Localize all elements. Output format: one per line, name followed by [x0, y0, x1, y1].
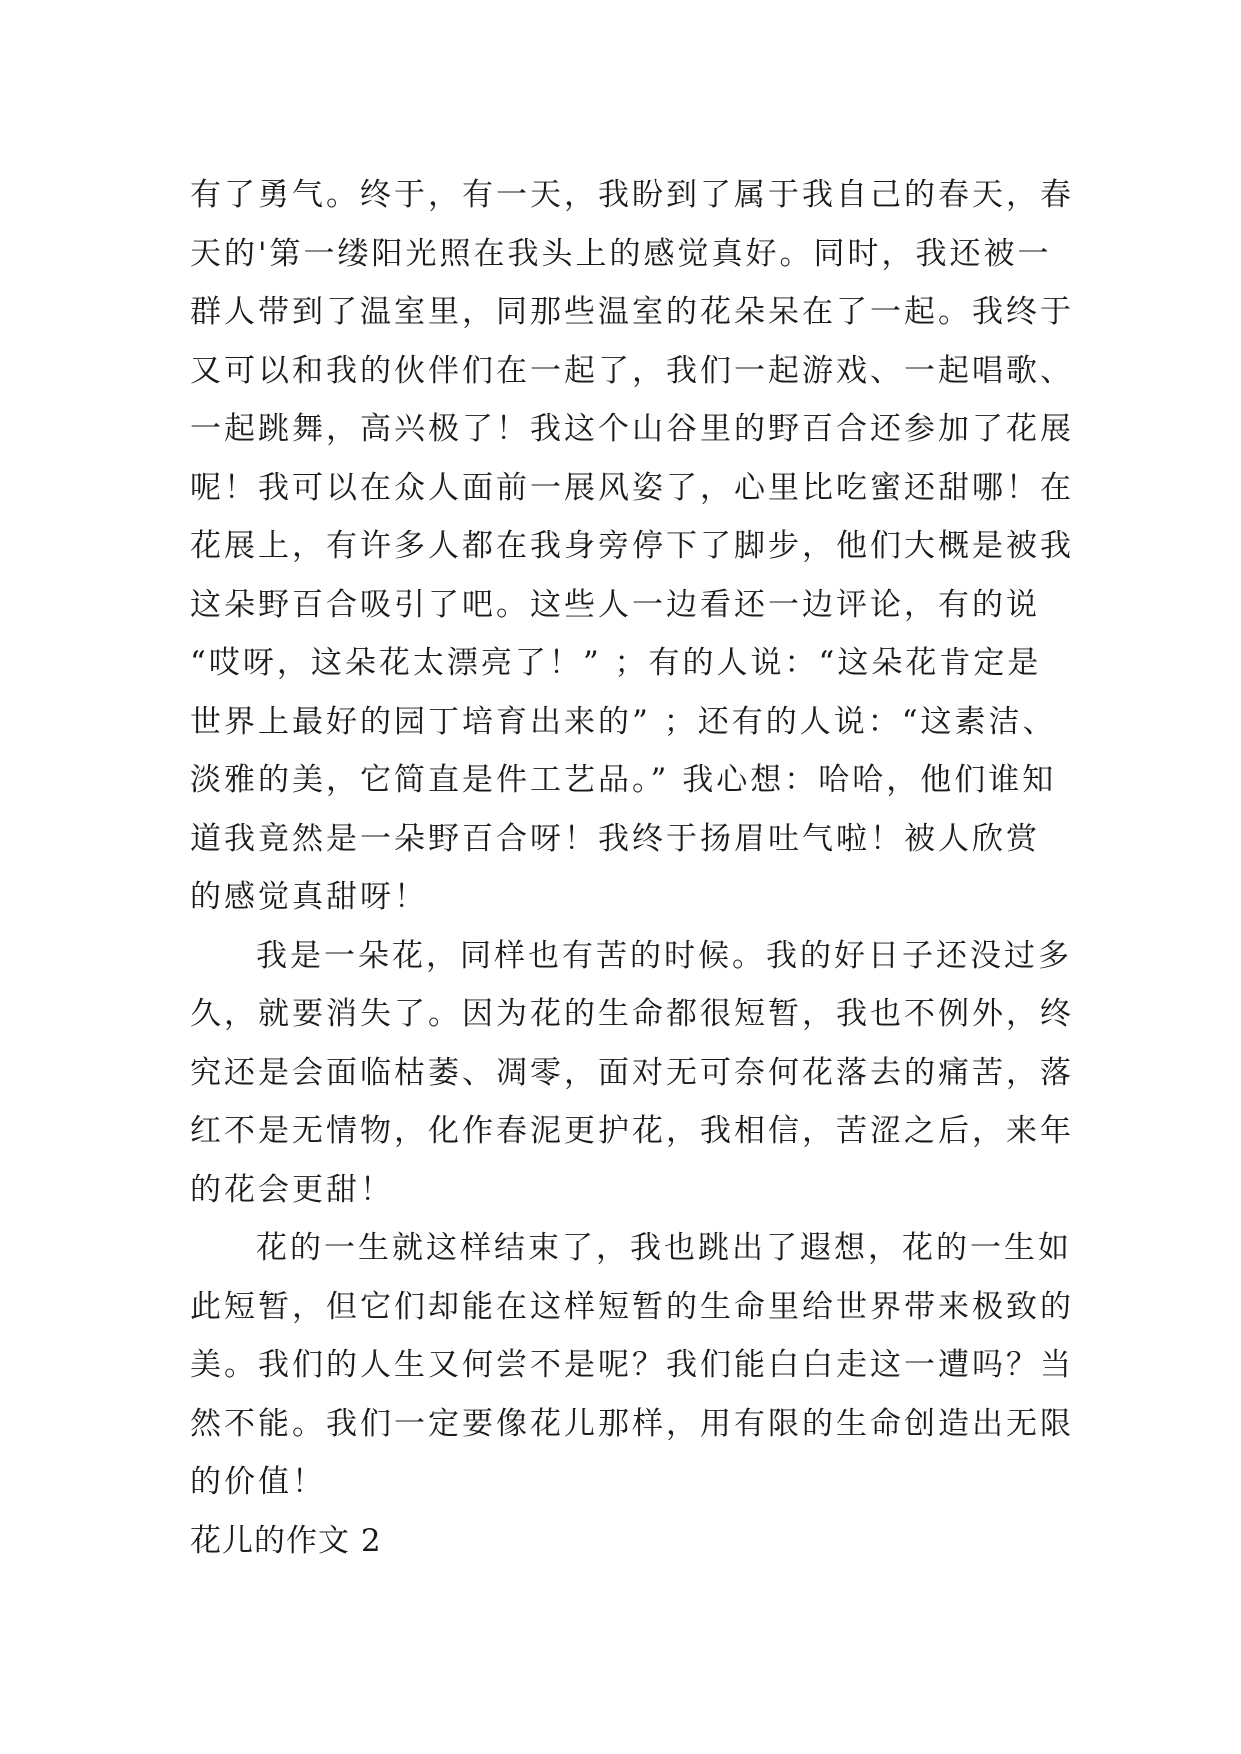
text-line: 久，就要消失了。因为花的生命都很短暂，我也不例外，终: [190, 996, 1074, 1032]
text-line: 美。我们的人生又何尝不是呢？我们能白白走这一遭吗？当: [190, 1347, 1074, 1383]
paragraph-1: [190, 166, 1074, 927]
text-line: 究还是会面临枯萎、凋零，面对无可奈何花落去的痛苦，落: [190, 1054, 1074, 1091]
paragraph-2: [190, 927, 1074, 1220]
text-line: 淡雅的美，它简直是件工艺品。” 我心想：哈哈，他们谁知: [190, 762, 1057, 798]
text-line: 有了勇气。终于，有一天，我盼到了属于我自己的春天，春: [190, 177, 1074, 213]
text-line: 的价值！: [190, 1464, 326, 1500]
text-line: 的感觉真甜呀！: [190, 879, 428, 915]
text-line: 花的一生就这样结束了，我也跳出了遐想，花的一生如: [256, 1230, 1072, 1266]
text-line: 天的'第一缕阳光照在我头上的感觉真好。同时，我还被一: [190, 235, 1052, 272]
text-line: 我是一朵花，同样也有苦的时候。我的好日子还没过多: [256, 937, 1072, 974]
text-line: 这朵野百合吸引了吧。这些人一边看还一边评论，有的说: [190, 586, 1040, 623]
text-line: 一起跳舞，高兴极了！我这个山谷里的野百合还参加了花展: [190, 411, 1074, 447]
next-section-title: 花儿的作文 2: [190, 1522, 382, 1559]
text-line: 的花会更甜！: [190, 1171, 394, 1208]
text-line: “哎呀，这朵花太漂亮了！” ；有的人说：“这朵花肯定是: [190, 645, 1042, 681]
text-line: 花展上，有许多人都在我身旁停下了脚步，他们大概是被我: [190, 528, 1074, 564]
text-line: 又可以和我的伙伴们在一起了，我们一起游戏、一起唱歌、: [190, 352, 1074, 389]
text-line: 然不能。我们一定要像花儿那样，用有限的生命创造出无限: [190, 1405, 1074, 1442]
paragraph-3: [190, 1219, 1074, 1512]
text-line: 呢！我可以在众人面前一展风姿了，心里比吃蜜还甜哪！在: [190, 469, 1074, 506]
text-line: 群人带到了温室里，同那些温室的花朵呆在了一起。我终于: [190, 294, 1074, 330]
text-line: 道我竟然是一朵野百合呀！我终于扬眉吐气啦！被人欣赏: [190, 820, 1040, 857]
text-line: 红不是无情物，化作春泥更护花，我相信，苦涩之后，来年: [190, 1113, 1074, 1149]
document-body: [190, 166, 1074, 1570]
text-line: 世界上最好的园丁培育出来的” ；还有的人说：“这素洁、: [190, 703, 1057, 740]
text-line: 此短暂，但它们却能在这样短暂的生命里给世界带来极致的: [190, 1288, 1074, 1325]
